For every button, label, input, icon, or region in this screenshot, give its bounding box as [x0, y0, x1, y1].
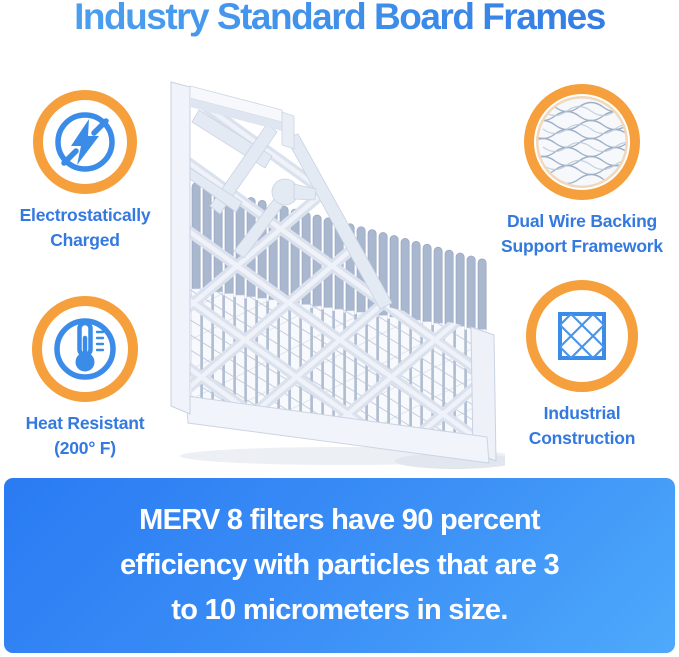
lattice-grid-glyph [538, 292, 626, 380]
feature-label: (200° F) [54, 438, 116, 458]
feature-heat-resistant [2, 296, 168, 461]
banner-line: MERV 8 filters have 90 percent [139, 504, 540, 536]
pleated-air-filter-photo [160, 70, 505, 480]
feature-label: Electrostatically [19, 205, 151, 225]
feature-label: Support Framework [501, 236, 663, 256]
feature-industrial [496, 280, 668, 451]
feature-label: Construction [528, 428, 636, 448]
page-title: Industry Standard Board Frames [0, 0, 679, 38]
feature-label: Dual Wire Backing [506, 211, 658, 231]
feature-label: Charged [50, 230, 120, 250]
wire-mesh-glyph [535, 95, 629, 189]
thermometer-icon [32, 296, 138, 402]
lattice-grid-icon [526, 280, 638, 392]
thermometer-glyph [42, 306, 128, 392]
lightning-bolt-icon [33, 90, 137, 194]
merv-info-banner [4, 478, 675, 653]
wire-mesh-icon [524, 84, 640, 200]
feature-electrostatic [2, 90, 168, 253]
feature-wire-backing [492, 84, 672, 259]
feature-label: Heat Resistant [25, 413, 145, 433]
banner-line: to 10 micrometers in size. [171, 594, 508, 626]
feature-label: Industrial [543, 403, 621, 423]
banner-line: efficiency with particles that are 3 [120, 549, 559, 581]
lightning-bolt-glyph [43, 100, 127, 184]
